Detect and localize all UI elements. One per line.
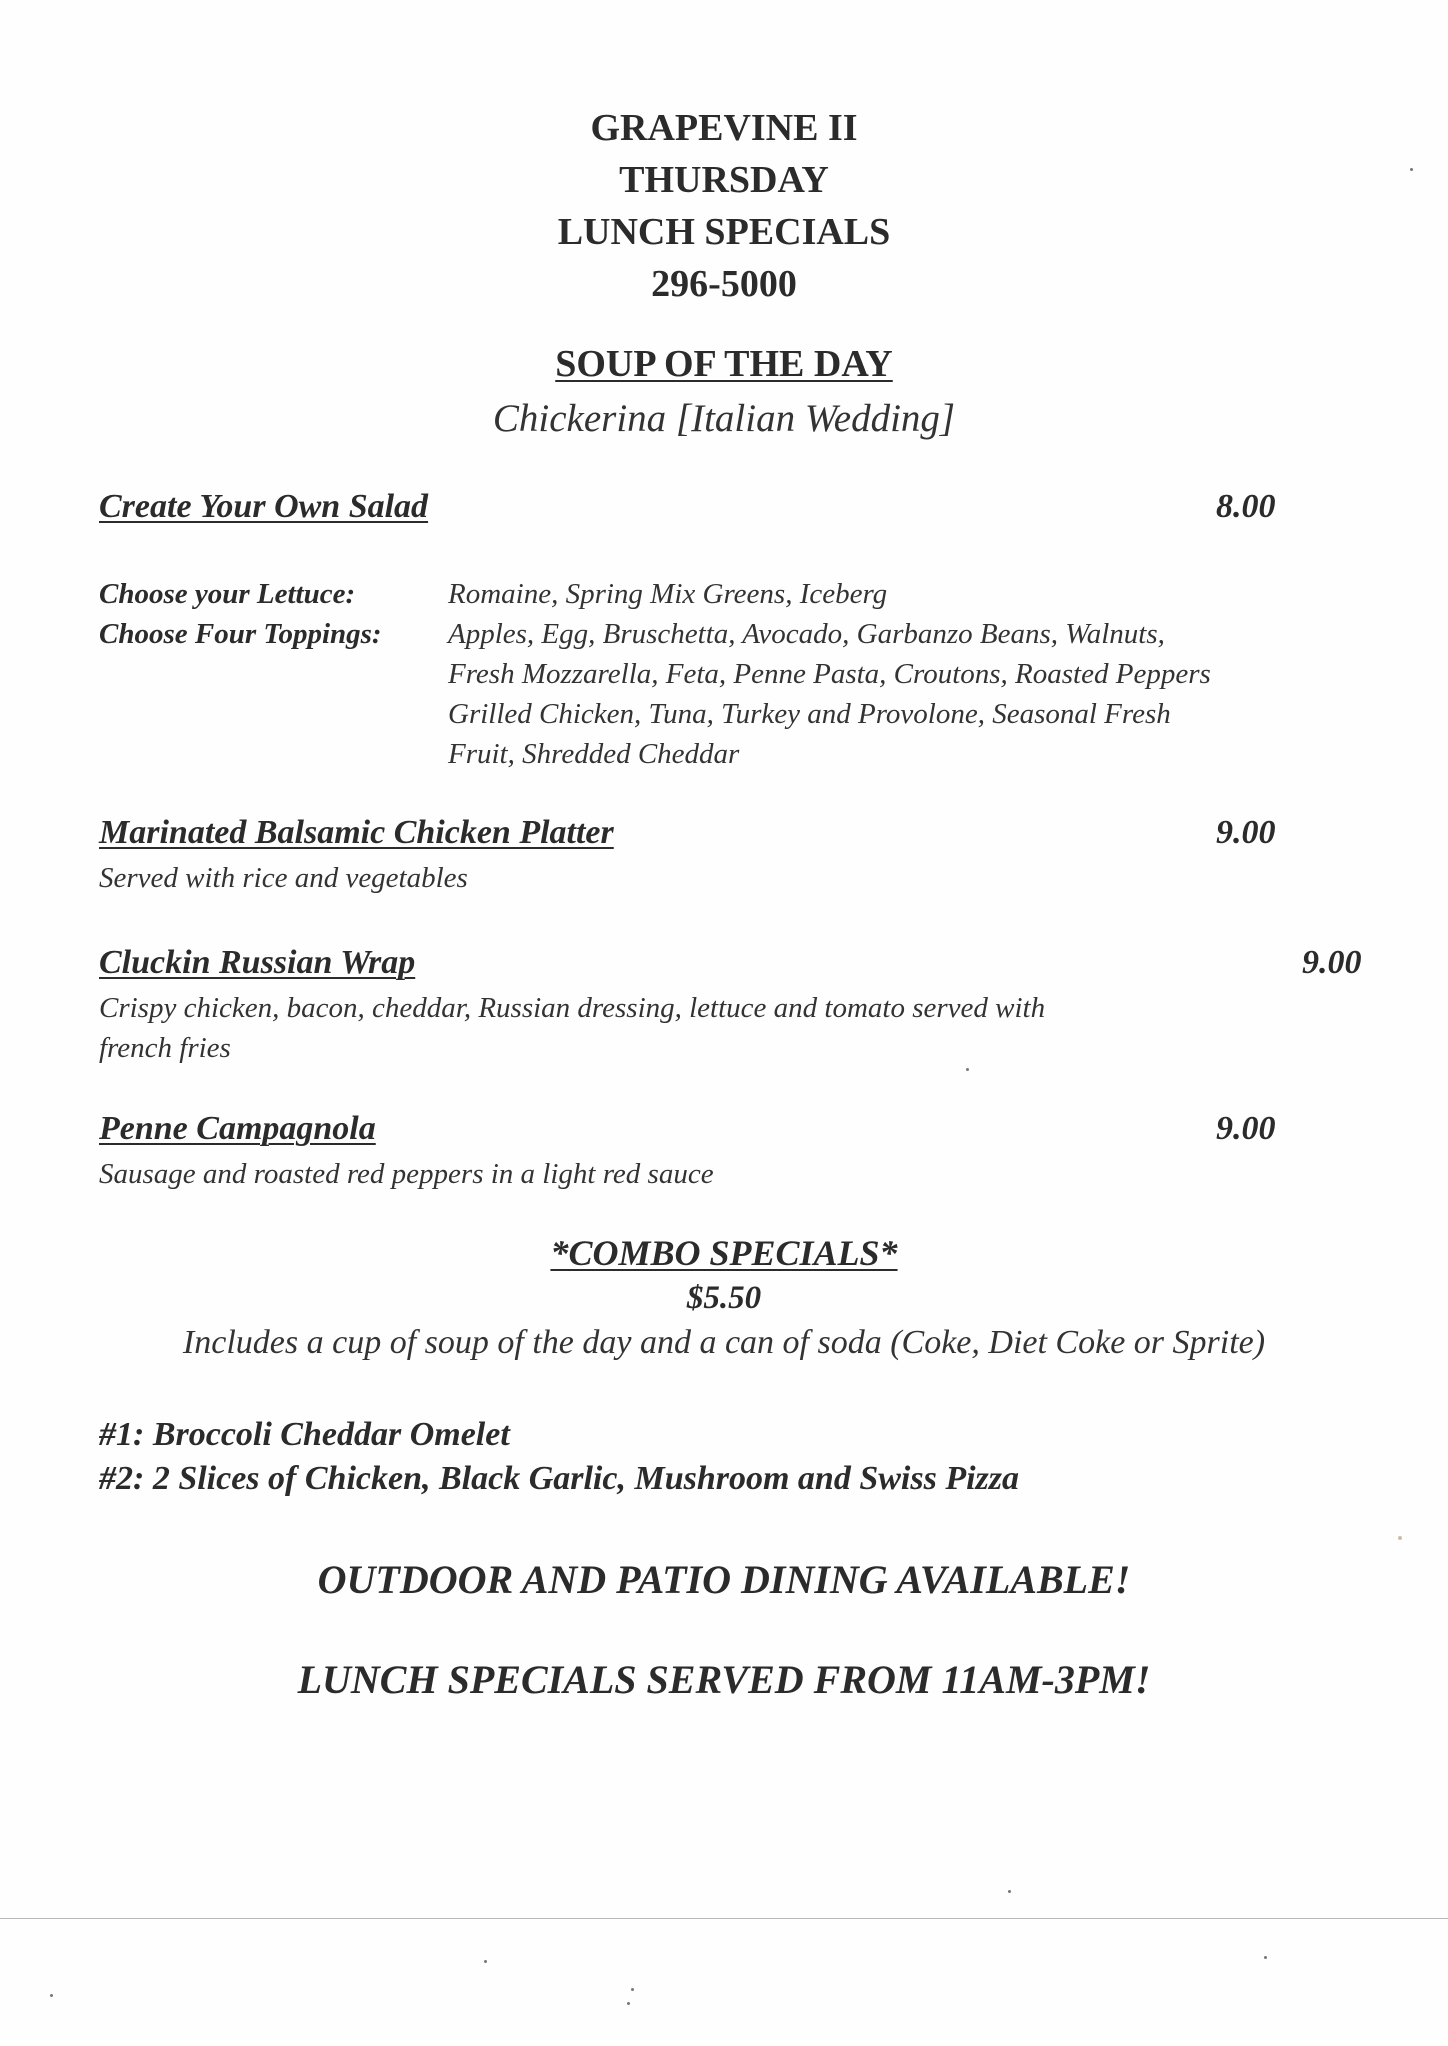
- toppings-line: Fruit, Shredded Cheddar: [448, 738, 740, 770]
- item-price: 9.00: [1302, 944, 1362, 981]
- lettuce-options: Romaine, Spring Mix Greens, Iceberg: [448, 578, 888, 610]
- item-name: Cluckin Russian Wrap: [99, 944, 416, 981]
- day-heading: THURSDAY: [619, 159, 829, 201]
- menu-title: LUNCH SPECIALS: [557, 211, 891, 253]
- item-price: 9.00: [1216, 814, 1276, 851]
- item-description: Crispy chicken, bacon, cheddar, Russian dressing, lettuce and tomato served with: [99, 992, 1046, 1024]
- salad-name: Create Your Own Salad: [99, 488, 429, 525]
- scan-speck: [484, 1960, 487, 1963]
- salad-price: 8.00: [1216, 488, 1276, 525]
- combo-description: Includes a cup of soup of the day and a can of soda (Coke, Diet Coke or Sprite): [182, 1324, 1266, 1361]
- toppings-line: Fresh Mozzarella, Feta, Penne Pasta, Croutons, Roasted Peppers: [448, 658, 1211, 690]
- scan-speck: [1008, 1890, 1011, 1893]
- combo-price: $5.50: [686, 1280, 762, 1316]
- item-name: Marinated Balsamic Chicken Platter: [99, 814, 614, 851]
- item-name: Penne Campagnola: [99, 1110, 376, 1147]
- item-price: 9.00: [1216, 1110, 1276, 1147]
- scan-speck: [50, 1994, 53, 1997]
- phone-number: 296-5000: [651, 263, 797, 305]
- toppings-line: Apples, Egg, Bruschetta, Avocado, Garbanzo Beans, Walnuts,: [448, 618, 1165, 650]
- scan-speck: [1410, 168, 1413, 171]
- combo-item: #1: Broccoli Cheddar Omelet: [99, 1416, 510, 1453]
- combo-title: *COMBO SPECIALS*: [550, 1233, 898, 1273]
- hours-notice: LUNCH SPECIALS SERVED FROM 11AM-3PM!: [297, 1657, 1151, 1702]
- scan-speck: [1398, 1536, 1402, 1540]
- soup-name: Chickerina [Italian Wedding]: [492, 397, 956, 440]
- scan-speck: [631, 1988, 634, 1991]
- lettuce-label: Choose your Lettuce:: [99, 578, 356, 610]
- outdoor-dining-notice: OUTDOOR AND PATIO DINING AVAILABLE!: [317, 1557, 1131, 1602]
- toppings-label: Choose Four Toppings:: [99, 618, 382, 650]
- toppings-line: Grilled Chicken, Tuna, Turkey and Provolone, Seasonal Fresh: [448, 698, 1171, 730]
- combo-item: #2: 2 Slices of Chicken, Black Garlic, Mushroom and Swiss Pizza: [99, 1460, 1020, 1497]
- item-description: french fries: [99, 1032, 231, 1064]
- soup-heading: SOUP OF THE DAY: [555, 343, 893, 385]
- scan-edge-line: [0, 1918, 1448, 1919]
- restaurant-name: GRAPEVINE II: [590, 107, 858, 149]
- scan-speck: [966, 1068, 969, 1071]
- item-description: Served with rice and vegetables: [99, 862, 468, 894]
- scan-speck: [1264, 1956, 1267, 1959]
- scan-speck: [627, 2002, 630, 2005]
- item-description: Sausage and roasted red peppers in a light red sauce: [99, 1158, 714, 1190]
